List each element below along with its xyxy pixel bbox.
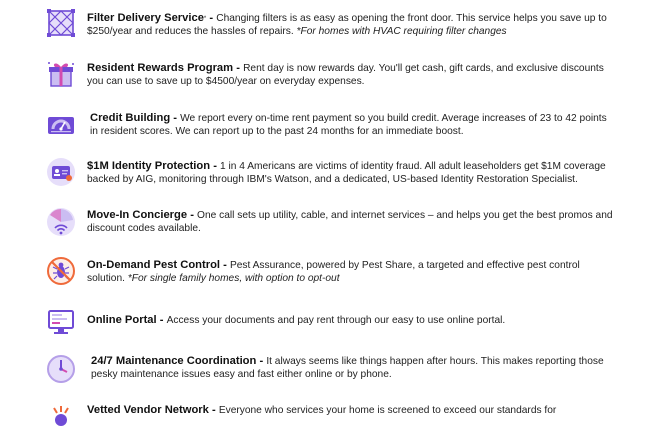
feature-body: Rent day is now rewards day. You'll get cash, gift cards, and exclusive discounts you can use to save up to $4500/year on everyday expenses. <box>87 63 604 87</box>
feature-title: 24/7 Maintenance Coordination <box>91 355 257 367</box>
feature-note: *For homes with HVAC requiring filter changes <box>296 26 507 37</box>
title-separator: - <box>187 209 198 221</box>
feature-body: Access your documents and pay rent through our easy to use online portal. <box>166 315 506 326</box>
feature-text <box>87 404 614 417</box>
feature-title: Resident Rewards Program <box>87 62 234 74</box>
feature-body: One call sets up utility, cable, and internet services – and helps you get the best promos and discount codes available. <box>87 210 613 234</box>
feature-text <box>87 12 614 38</box>
feature-text <box>87 314 614 327</box>
feature-note: *For single family homes, with option to opt-out <box>127 273 340 284</box>
feature-title: On-Demand Pest Control <box>87 259 221 271</box>
id-badge-icon <box>46 157 76 187</box>
feature-text <box>91 355 614 381</box>
feature-text <box>87 160 614 186</box>
title-asterisk: * <box>203 16 207 22</box>
feature-title: Filter Delivery Service <box>87 12 204 24</box>
feature-body: 1 in 4 Americans are victims of identity fraud. All adult leaseholders get $1M coverage backed by AIG, monitoring through IBM's Watson, and a dedicated, US-based Identity Restoration Specialist. <box>87 161 606 185</box>
title-separator: - <box>210 160 221 172</box>
feature-title: Move-In Concierge <box>87 209 188 221</box>
feature-body: Changing filters is as easy as opening the front door. This service helps you save up to $250/year and reduces the hassles of repairs. <box>87 13 607 37</box>
feature-body: It always seems like things happen after hours. This makes reporting those pesky maintenance issues easy and fast either online or by phone. <box>91 356 604 380</box>
gift-icon <box>46 59 76 89</box>
monitor-icon <box>46 306 76 336</box>
title-separator: - <box>256 355 267 367</box>
feature-text <box>87 259 614 285</box>
title-separator: - <box>170 112 181 124</box>
title-separator: - <box>206 12 217 24</box>
concierge-wifi-icon <box>46 207 76 237</box>
clock-icon <box>46 354 76 384</box>
feature-body: We report every on-time rent payment so you build credit. Average increases of 23 to 42 points in resident scores. We can report up to the past 24 months for an immediate boost. <box>90 113 607 137</box>
air-filter-icon <box>46 8 76 38</box>
feature-text <box>87 62 614 88</box>
feature-title: Credit Building <box>90 112 171 124</box>
feature-text <box>90 112 614 138</box>
title-separator: - <box>220 259 230 271</box>
feature-title: $1M Identity Protection <box>87 160 211 172</box>
feature-body: Everyone who services your home is screened to exceed our standards for <box>218 405 557 416</box>
title-separator: - <box>208 404 219 416</box>
vendor-network-icon <box>46 404 76 434</box>
title-separator: - <box>233 62 244 74</box>
feature-body: Pest Assurance, powered by Pest Share, a targeted and effective pest control solution. <box>87 260 580 284</box>
feature-title: Vetted Vendor Network <box>87 404 209 416</box>
title-separator: - <box>156 314 167 326</box>
no-pest-icon <box>46 256 76 286</box>
credit-gauge-icon <box>46 110 76 140</box>
feature-title: Online Portal <box>87 314 157 326</box>
feature-text <box>87 209 614 235</box>
